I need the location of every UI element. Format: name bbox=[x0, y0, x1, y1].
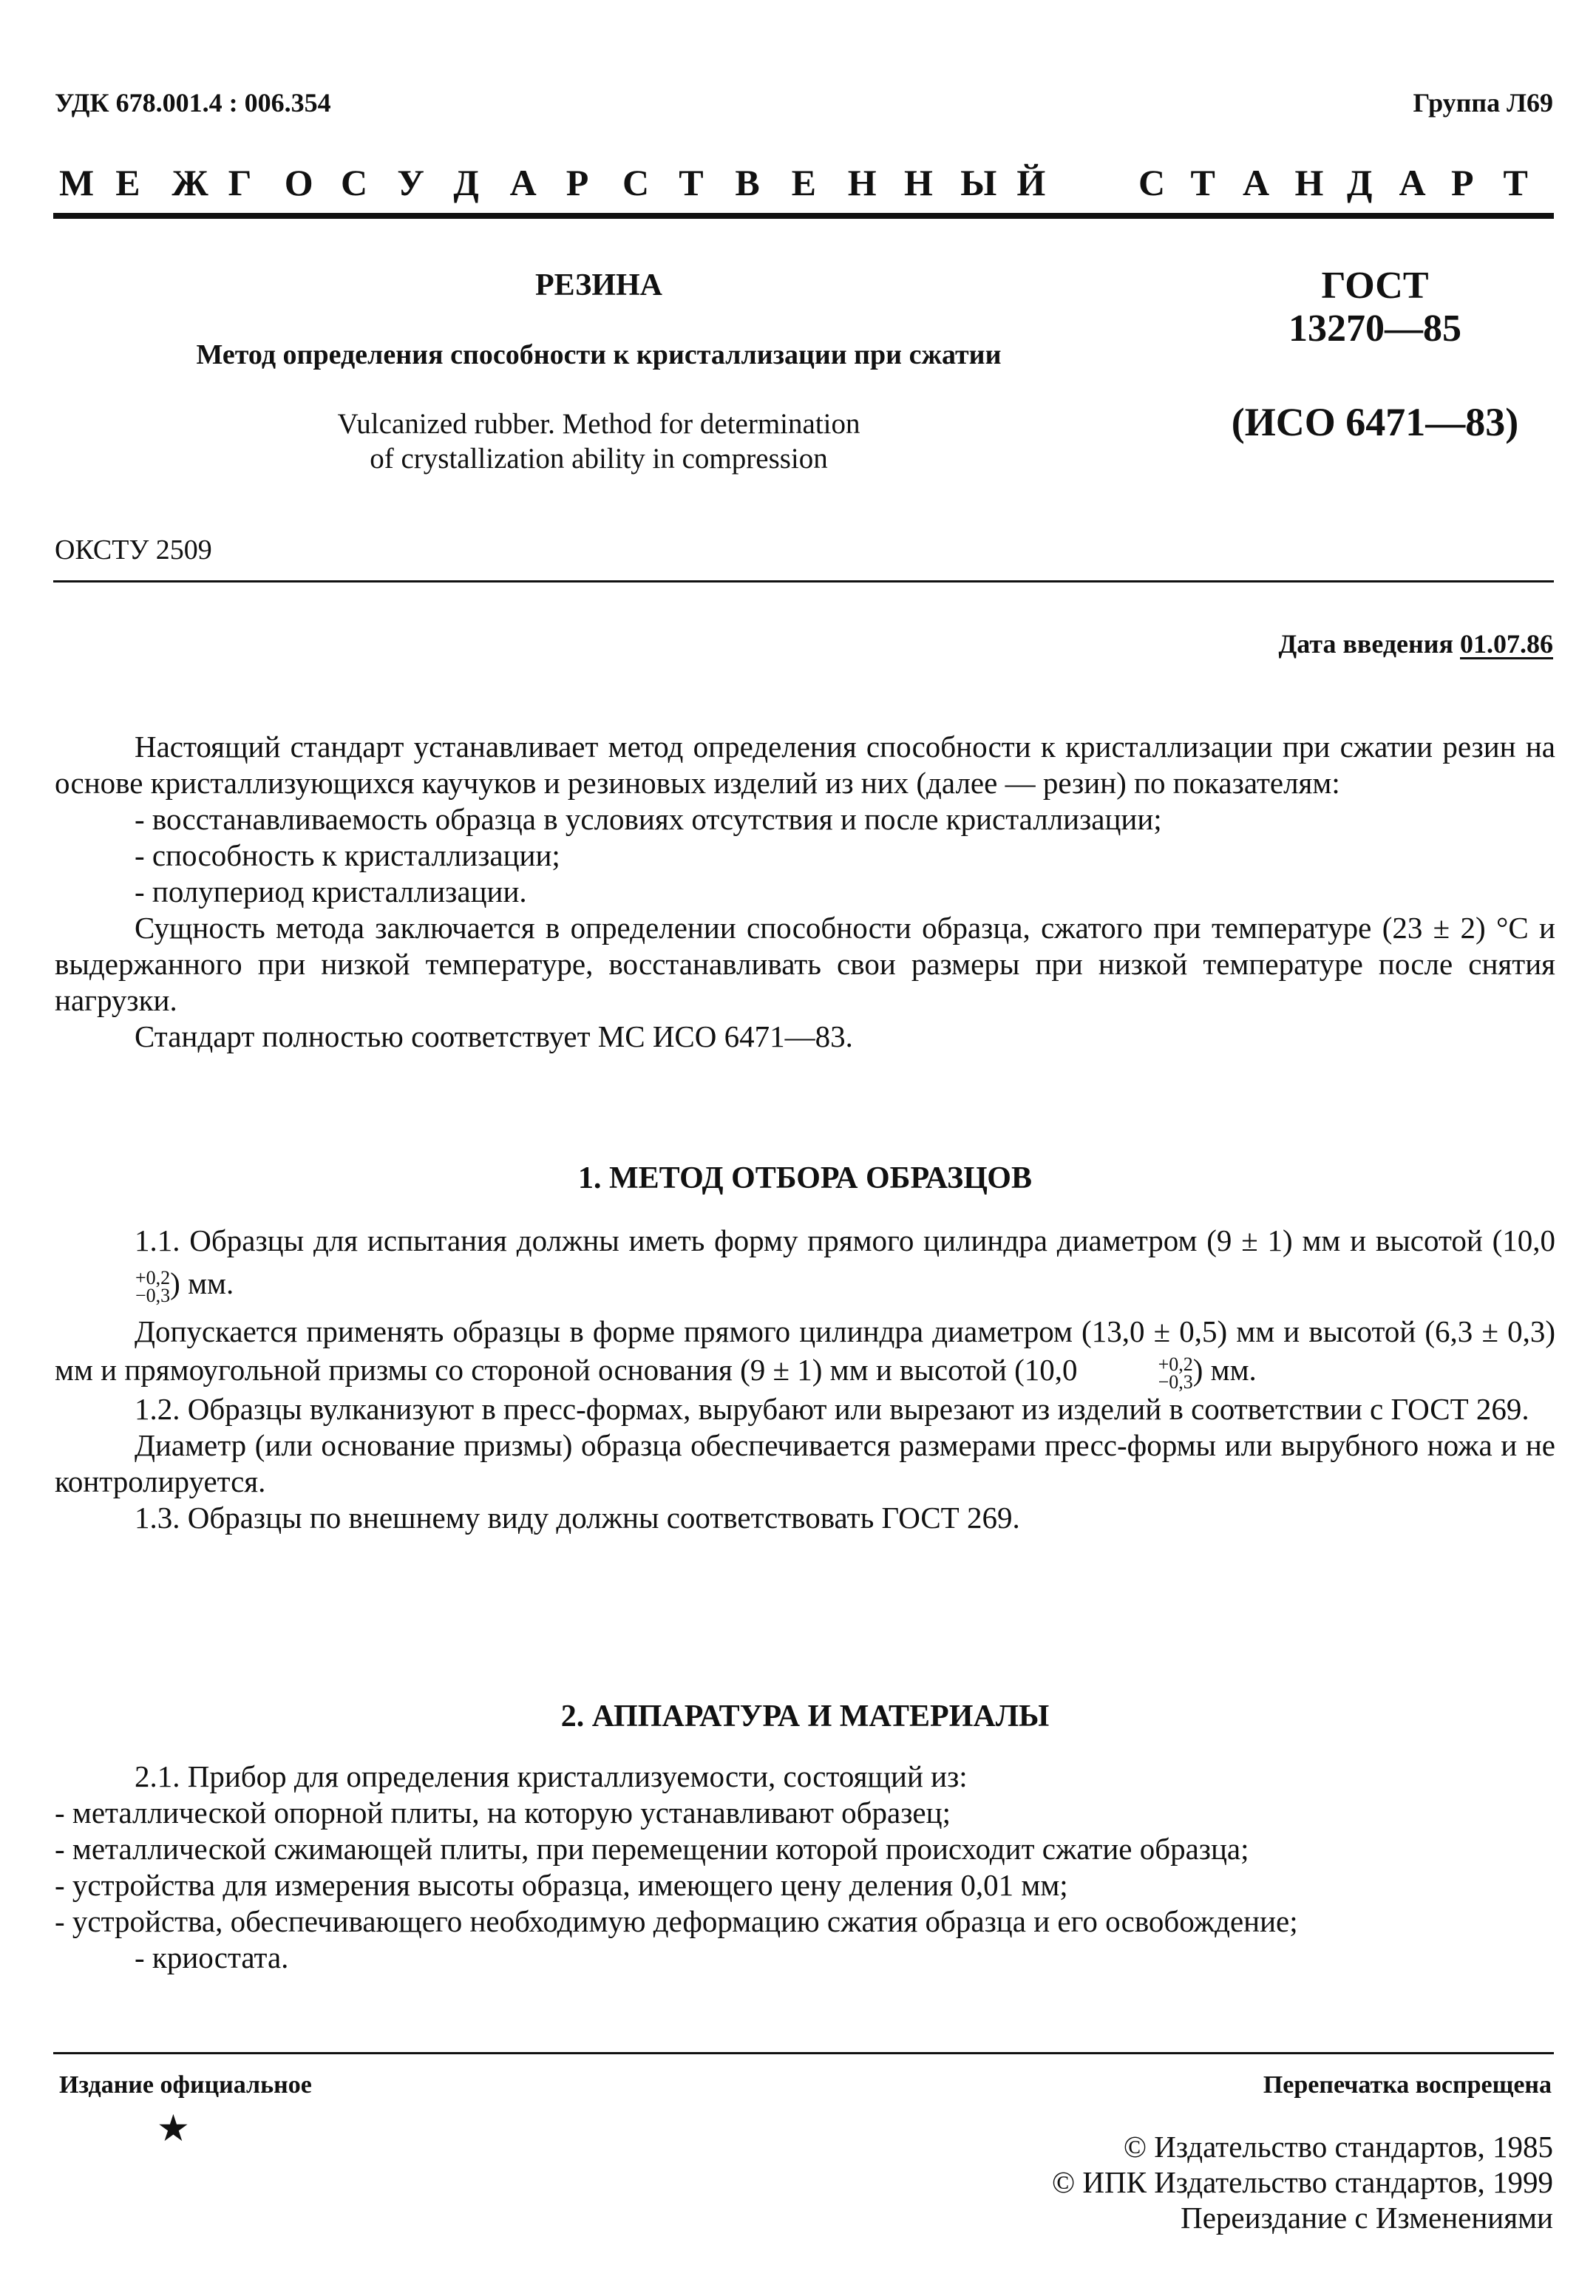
banner-letter: Н bbox=[1294, 162, 1324, 203]
reprint-notice: Перепечатка воспрещена bbox=[1263, 2071, 1552, 2099]
date-label: Дата введения bbox=[1278, 629, 1453, 659]
banner-letter: У bbox=[397, 162, 424, 203]
clause-1-1-alternative bbox=[55, 1312, 1555, 1391]
banner-letter: Й bbox=[1016, 162, 1046, 203]
reissue-note: Переиздание с Изменениями bbox=[1181, 2201, 1553, 2235]
banner-letter: Т bbox=[1190, 162, 1215, 203]
document-subtitle-ru: Метод определения способности к кристаллизации при сжатии bbox=[196, 339, 1002, 370]
banner-letter: Ы bbox=[960, 162, 997, 203]
clause-1-1-alt-unit: ) мм. bbox=[1192, 1353, 1257, 1387]
section-1-heading: 1. МЕТОД ОТБОРА ОБРАЗЦОВ bbox=[577, 1161, 1032, 1195]
apparatus-item: - устройства для измерения высоты образца, имеющего цену деления 0,01 мм; bbox=[55, 1868, 1068, 1902]
copyright-block bbox=[1052, 2129, 1553, 2235]
clause-1-1-alt-text: Допускается применять образцы в форме прямого цилиндра диаметром (13,0 ± 0,5) мм и высотой (6,3 ± 0,3) мм и прямоугольной призмы со стороной основания (9 ± 1) мм и высотой (10,0 bbox=[55, 1314, 1555, 1387]
section-1 bbox=[55, 1161, 1555, 1536]
intro-paragraph-1: Настоящий стандарт устанавливает метод определения способности к кристаллизации при сжатии резин на основе кристаллизующихся каучуков и резиновых изделий из них (далее — резин) по показателям: bbox=[55, 730, 1555, 800]
official-edition: Издание официальное bbox=[59, 2071, 312, 2099]
apparatus-item: - криостата. bbox=[135, 1940, 289, 1974]
title-rule bbox=[53, 580, 1554, 583]
banner-letter: А bbox=[1399, 162, 1426, 203]
introduction-date bbox=[1279, 628, 1554, 659]
banner-letter: В bbox=[735, 162, 760, 203]
clause-1-3: 1.3. Образцы по внешнему виду должны соответствовать ГОСТ 269. bbox=[135, 1500, 1020, 1535]
banner-letter: А bbox=[1243, 162, 1270, 203]
group-code: Группа Л69 bbox=[1413, 88, 1553, 118]
tolerance-upper: +0,2 bbox=[135, 1266, 171, 1288]
iso-designation: (ИСО 6471—83) bbox=[1231, 400, 1519, 444]
banner-letter: Н bbox=[904, 162, 933, 203]
tolerance-lower: −0,3 bbox=[1158, 1371, 1193, 1393]
introduction bbox=[55, 729, 1555, 1055]
banner-letter: С bbox=[1138, 162, 1166, 203]
banner-letter: А bbox=[509, 162, 537, 203]
gost-number: 13270—85 bbox=[1288, 308, 1461, 350]
document-title: РЕЗИНА bbox=[534, 268, 663, 302]
clause-1-1-unit: ) мм. bbox=[170, 1266, 234, 1300]
intro-paragraph-3: Стандарт полностью соответствует МС ИСО 6471—83. bbox=[135, 1019, 853, 1053]
banner-letter: Ж bbox=[172, 162, 208, 203]
tolerance bbox=[1079, 1353, 1193, 1393]
subtitle-en-line-2: of crystallization ability in compression bbox=[370, 443, 828, 475]
date-value: 01.07.86 bbox=[1460, 629, 1553, 659]
banner-letter: Н bbox=[847, 162, 877, 203]
gost-label: ГОСТ bbox=[1321, 265, 1429, 307]
tolerance-lower: −0,3 bbox=[135, 1284, 171, 1306]
banner-letter: Д bbox=[453, 162, 479, 203]
clause-1-1 bbox=[55, 1219, 1555, 1305]
banner-letter: Г bbox=[228, 162, 252, 203]
apparatus-item: - металлической сжимающей плиты, при перемещении которой происходит сжатие образца; bbox=[55, 1832, 1249, 1866]
subtitle-en-line-1: Vulcanized rubber. Method for determination bbox=[337, 408, 860, 440]
tolerance-upper: +0,2 bbox=[1158, 1353, 1193, 1375]
intro-list-item: - восстанавливаемость образца в условиях отсутствия и после кристаллизации; bbox=[135, 802, 1162, 836]
banner-letter: О bbox=[284, 162, 313, 203]
banner-letter: С bbox=[341, 162, 368, 203]
banner-letter: Р bbox=[1451, 162, 1474, 203]
apparatus-item: - металлической опорной плиты, на которую устанавливают образец; bbox=[55, 1796, 951, 1830]
apparatus-item: - устройства, обеспечивающего необходимую деформацию сжатия образца и его освобождение; bbox=[55, 1904, 1298, 1938]
banner-letter: Т bbox=[679, 162, 704, 203]
star-icon: ★ bbox=[157, 2108, 190, 2149]
section-2 bbox=[55, 1699, 1555, 1976]
intro-paragraph-2: Сущность метода заключается в определении способности образца, сжатого при температуре (23 ± 2) °С и выдержанного при низкой температуре, восстанавливать свои размеры при низкой температуре после снятия нагрузки. bbox=[55, 911, 1555, 1017]
footer-rule bbox=[53, 2052, 1554, 2054]
okstu-code: ОКСТУ 2509 bbox=[55, 534, 212, 565]
banner-letter: Р bbox=[566, 162, 589, 203]
copyright-1985: © Издательство стандартов, 1985 bbox=[1123, 2130, 1553, 2164]
document-subtitle-en bbox=[192, 407, 1005, 476]
clause-2-1: 2.1. Прибор для определения кристаллизуемости, состоящий из: bbox=[135, 1759, 968, 1793]
gost-designation bbox=[1212, 265, 1538, 350]
intro-list-item: - полупериод кристаллизации. bbox=[135, 874, 527, 908]
copyright-1999: © ИПК Издательство стандартов, 1999 bbox=[1051, 2165, 1553, 2199]
clause-1-2: 1.2. Образцы вулканизуют в пресс-формах, вырубают или вырезают из изделий в соответствии с ГОСТ 269. bbox=[135, 1391, 1529, 1426]
banner-letter: Д bbox=[1347, 162, 1373, 203]
clause-1-1-text: 1.1. Образцы для испытания должны иметь форму прямого цилиндра диаметром (9 ± 1) мм и высотой (10,0 bbox=[135, 1223, 1555, 1257]
section-2-heading: 2. АППАРАТУРА И МАТЕРИАЛЫ bbox=[560, 1699, 1050, 1733]
banner-letter: М bbox=[59, 162, 95, 203]
clause-1-2-note: Диаметр (или основание призмы) образца обеспечивается размерами пресс-формы или вырубного ножа и не контролируется. bbox=[55, 1427, 1555, 1498]
banner-letter: Е bbox=[115, 162, 140, 203]
tolerance bbox=[55, 1266, 171, 1306]
banner-letter: Е bbox=[791, 162, 816, 203]
banner-letter: С bbox=[622, 162, 650, 203]
intro-list-item: - способность к кристаллизации; bbox=[135, 838, 560, 872]
banner-letter: Т bbox=[1503, 162, 1528, 203]
udk-code: УДК 678.001.4 : 006.354 bbox=[55, 88, 331, 118]
header-rule bbox=[53, 213, 1554, 219]
